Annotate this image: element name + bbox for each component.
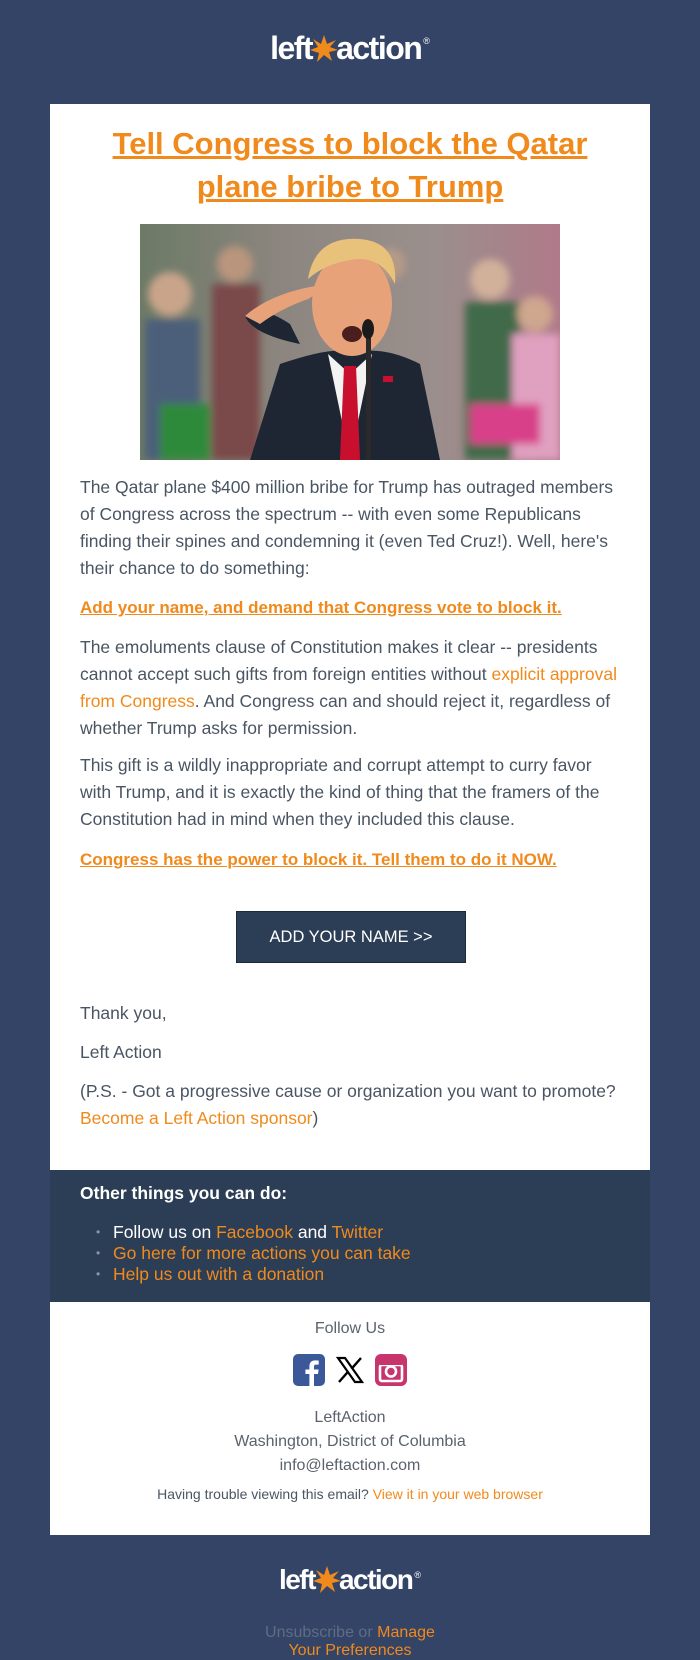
explicit-approval-link[interactable]: explicit approval from Congress [80,664,617,711]
ps-paragraph [80,1078,620,1132]
leftaction-logo-bottom[interactable] [0,1564,700,1596]
hero-image[interactable] [140,224,560,460]
starburst-icon [312,1565,342,1595]
social-icons [50,1354,650,1386]
logo-left-text: left [278,1564,315,1595]
other-actions-title: Other things you can do: [80,1183,288,1203]
block-it-now-link[interactable]: Congress has the power to block it. Tell them to do it NOW. [80,850,557,869]
trouble-viewing-text [50,1486,650,1502]
facebook-link[interactable]: Facebook [216,1222,293,1242]
leftaction-logo-top[interactable] [0,30,700,67]
instagram-icon[interactable] [375,1354,407,1386]
thank-you-text: Thank you, [80,1003,167,1023]
org-email[interactable]: info@leftaction.com [279,1457,421,1474]
headline-link[interactable]: Tell Congress to block the Qatar plane bribe to Trump [112,126,588,204]
hero-photo-illustration [140,224,560,460]
manage-link-line2: Your Preferences [288,1642,412,1659]
emoluments-paragraph [80,634,620,742]
logo-registered: ® [414,1570,422,1580]
ps-text-before: (P.S. - Got a progressive cause or organization you want to promote? [80,1081,616,1101]
logo-right-text: action [336,30,422,66]
follow-us-label: Follow Us [314,1320,386,1337]
email-card [50,104,650,1170]
or-text: or [353,1624,378,1641]
starburst-icon [309,34,339,64]
more-actions-link[interactable]: Go here for more actions you can take [113,1243,411,1263]
add-your-name-button[interactable]: ADD YOUR NAME >> [236,911,466,963]
org-name: LeftAction [314,1409,386,1426]
donation-link[interactable]: Help us out with a donation [113,1264,325,1284]
add-your-name-link[interactable]: Add your name, and demand that Congress vote to block it. [80,598,562,617]
emoluments-text-before: The emoluments clause of Constitution makes it clear -- presidents cannot accept such gifts from foreign entities without [80,637,598,684]
view-in-browser-link[interactable]: View it in your web browser [372,1486,543,1502]
emoluments-text-after: . And Congress can and should reject it, regardless of whether Trump asks for permission. [80,691,611,738]
unsubscribe-link[interactable]: Unsubscribe [265,1624,354,1641]
and-text: and [292,1222,332,1242]
signoff-text: Left Action [80,1042,162,1062]
logo-left-text: left [270,30,313,66]
facebook-icon[interactable] [293,1354,325,1386]
logo-right-text: action [338,1564,413,1595]
x-icon[interactable] [334,1354,366,1386]
email-footer [50,1302,650,1535]
gift-paragraph: This gift is a wildly inappropriate and corrupt attempt to curry favor with Trump, and it is exactly the kind of thing that the framers of the Constitution had in mind when they included this clause. [80,755,600,829]
follow-prefix-text: Follow us on [113,1222,217,1242]
unsubscribe-bar [0,1624,700,1660]
intro-paragraph: The Qatar plane $400 million bribe for Trump has outraged members of Congress across the spectrum -- with even some Republicans finding their spines and condemning it (even Ted Cruz!). Well, here's their chance to do something: [80,477,614,578]
logo-registered: ® [423,36,430,46]
more-actions-item [113,1243,411,1264]
trouble-text: Having trouble viewing this email? [157,1486,373,1502]
other-actions-list [80,1222,411,1285]
follow-us-item [113,1222,411,1243]
become-sponsor-link[interactable]: Become a Left Action sponsor [80,1108,313,1128]
manage-link-line1: Manage [377,1624,435,1641]
other-actions-panel [50,1170,650,1302]
donation-item [113,1264,411,1285]
ps-text-after: ) [312,1108,319,1128]
org-location: Washington, District of Columbia [234,1433,466,1450]
twitter-link[interactable]: Twitter [331,1222,384,1242]
